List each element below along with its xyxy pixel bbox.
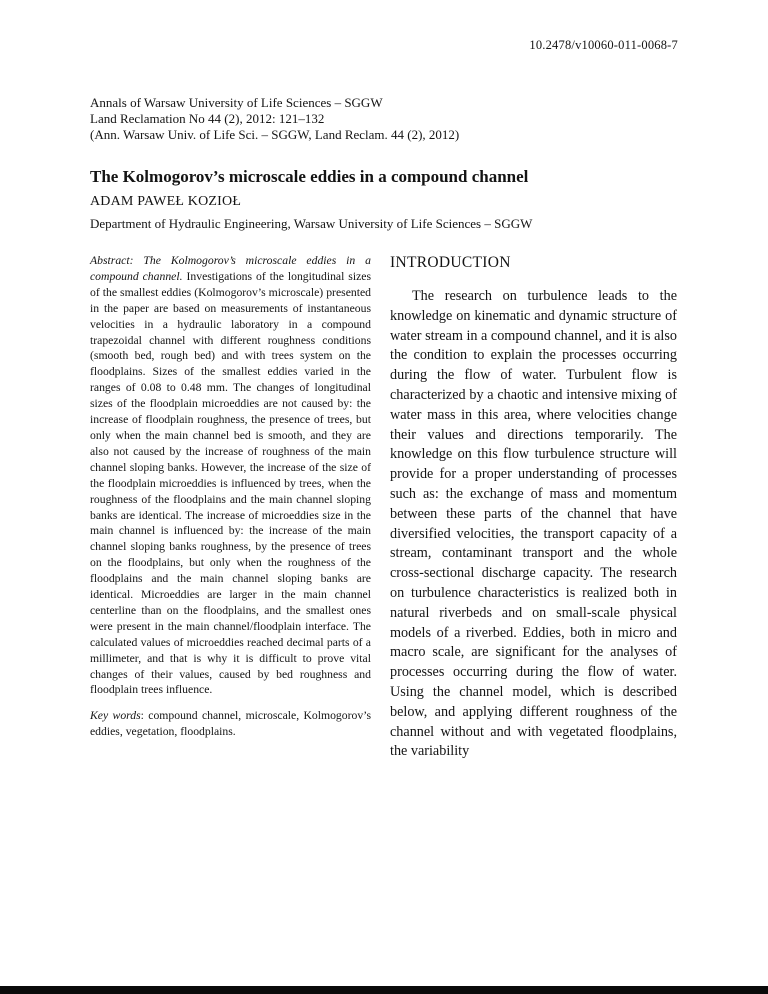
abstract-paragraph [90,253,371,698]
keywords-paragraph [90,708,371,740]
doi-number: 10.2478/v10060-011-0068-7 [529,38,678,52]
abstract-body: Investigations of the longitudinal sizes of the smallest eddies (Kolmogorov’s microscale) presented in the paper are based on measurements of instantaneous velocities in a hydraulic laboratory in a compound trapezoidal channel with different roughness conditions (smooth bed, rough bed) and with trees system on the floodplains. Sizes of the smallest eddies varied in the ranges of 0.08 to 0.48 mm. The changes of longitudinal sizes of the floodplain microeddies are not caused by: the increase of floodplain roughness, the presence of trees, but only when the main channel bed is smooth, and they are also not caused by the increase of roughness of the main channel sloping banks. However, the increase of the size of the floodplain microeddies is influenced by trees, when the roughness of the floodplains and the main channel sloping banks are identical. The increase of microeddies size in the main channel is influenced by: the increase of the main channel sloping banks roughness, by the presence of trees on the floodplains, but only when the roughness of the floodplains and the main channel sloping banks are identical. Microeddies are larger in the main channel centerline than on the floodplains, and the smallest ones were present in the main channel/floodplain interface. The calculated values of microeddies reached decimal parts of a millimeter, and that is why it is difficult to prove vital changes of their values, caused by bed roughness and floodplain trees influence. [90,269,372,697]
author-name: ADAM PAWEŁ KOZIOŁ [90,194,242,209]
abstract-column [90,253,371,762]
introduction-column [390,253,677,762]
keywords-body: : compound channel, microscale, Kolmogorov’s eddies, vegetation, floodplains. [90,709,371,739]
page-bottom-edge [0,986,768,994]
abstract-lead: The Kolmogorov’s microscale eddies in a compound channel. [90,254,372,283]
abstract-label: Abstract: [90,254,134,267]
introduction-heading: INTRODUCTION [390,254,511,271]
two-column-body [90,253,678,762]
journal-header [90,95,678,143]
author-affiliation: Department of Hydraulic Engineering, Warsaw University of Life Sciences – SGGW [90,216,533,231]
introduction-paragraph: The research on turbulence leads to the knowledge on kinematic and dynamic structure of water stream in a compound channel, and it is also the condition to explain the processes occurring during the flow of water. Turbulent flow is characterized by a chaotic and intensive mixing of water mass in this area, where velocities change their values and directions temporarily. The knowledge on this flow turbulence structure will provide for a proper understanding of processes such as: the exchange of mass and momentum between these parts of the channel that have diversified velocities, the transport capacity of a stream, contaminant transport and the whole cross-sectional discharge capacity. The research on turbulence characteristics is realized both in natural riverbeds and on small-scale physical models of a riverbed. Eddies, both in micro and macro scale, are significant for the analyses of processes occurring during the flow of water. Using the channel model, which is described below, and applying different roughness of the channel without and with vegetated floodplains, the variability [390,288,677,760]
journal-citation-line: (Ann. Warsaw Univ. of Life Sci. – SGGW, Land Reclam. 44 (2), 2012) [90,127,460,142]
journal-name-line: Annals of Warsaw University of Life Sciences – SGGW [90,95,383,110]
keywords-label: Key words [90,709,141,723]
journal-issue-line: Land Reclamation No 44 (2), 2012: 121–132 [90,111,325,126]
article-title: The Kolmogorov’s microscale eddies in a compound channel [90,167,529,186]
